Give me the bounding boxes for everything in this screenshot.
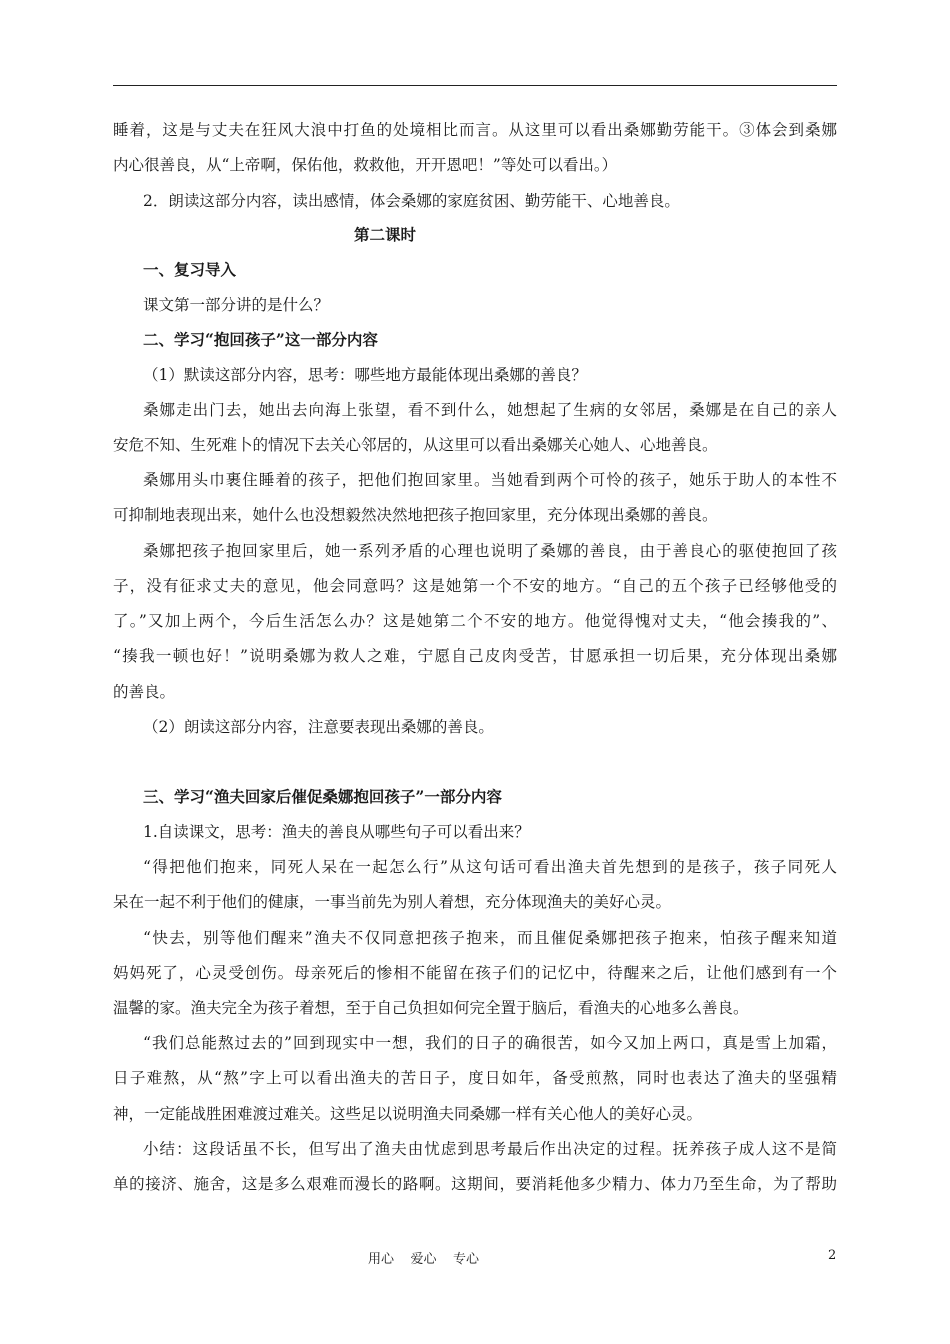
paragraph-line: 桑娜把孩子抱回家里后，她一系列矛盾的心理也说明了桑娜的善良，由于善良心的驱使抱回了孩 — [143, 542, 837, 560]
footer-motto: 用心 爱心 专心 — [368, 1252, 480, 1267]
paragraph-line: “我们总能熬过去的”回到现实中一想，我们的日子的确很苦，如今又加上两口，真是雪上加霜， — [143, 1034, 837, 1052]
paragraph-line: 妈妈死了，心灵受创伤。母亲死后的惨相不能留在孩子们的记忆中，待醒来之后，让他们感到有一个 — [113, 964, 837, 982]
paragraph-line: 桑娜用头巾裹住睡着的孩子，把他们抱回家里。当她看到两个可怜的孩子，她乐于助人的本性不 — [143, 471, 837, 489]
paragraph-line: 内心很善良，从“上帝啊，保佑他，救救他，开开恩吧！”等处可以看出。） — [113, 156, 618, 174]
page-number: 2 — [828, 1248, 837, 1263]
paragraph-line: 安危不知、生死难卜的情况下去关心邻居的，从这里可以看出桑娜关心她人、心地善良。 — [113, 436, 718, 454]
section-heading: 二、学习“抱回孩子”这一部分内容 — [143, 330, 378, 349]
paragraph-line: “揍我一顿也好！”说明桑娜为救人之难，宁愿自己皮肉受苦，甘愿承担一切后果，充分体现出桑娜 — [113, 647, 837, 665]
paragraph-line: 神，一定能战胜困难渡过难关。这些足以说明渔夫同桑娜一样有关心他人的美好心灵。 — [113, 1105, 703, 1123]
numbered-item: 2．朗读这部分内容，读出感情，体会桑娜的家庭贫困、勤劳能干、心地善良。 — [143, 192, 680, 210]
paragraph-line: 的善良。 — [113, 683, 176, 701]
section-heading: 一、复习导入 — [143, 260, 237, 279]
paragraph-line: 桑娜走出门去，她出去向海上张望，看不到什么，她想起了生病的女邻居，桑娜是在自己的亲人 — [143, 401, 837, 419]
lesson-title: 第二课时 — [354, 225, 417, 244]
numbered-item: （2）朗读这部分内容，注意要表现出桑娜的善良。 — [143, 718, 494, 736]
paragraph-line: 课文第一部分讲的是什么？ — [143, 296, 330, 314]
paragraph-line: 睡着，这是与丈夫在狂风大浪中打鱼的处境相比而言。从这里可以看出桑娜勤劳能干。③体会到桑娜 — [113, 121, 837, 139]
numbered-item: 1.自读课文，思考：渔夫的善良从哪些句子可以看出来？ — [143, 823, 530, 841]
paragraph-line: “快去，别等他们醒来”渔夫不仅同意把孩子抱来，而且催促桑娜把孩子抱来，怕孩子醒来知道 — [143, 929, 837, 947]
paragraph-line: 可抑制地表现出来，她什么也没想毅然决然地把孩子抱回家里，充分体现出桑娜的善良。 — [113, 506, 718, 524]
paragraph-line: “得把他们抱来，同死人呆在一起怎么行”从这句话可看出渔夫首先想到的是孩子，孩子同死人 — [143, 858, 837, 876]
header-rule — [113, 85, 837, 86]
section-heading: 三、学习“渔夫回家后催促桑娜抱回孩子”一部分内容 — [143, 787, 502, 806]
paragraph-line: 温馨的家。渔夫完全为孩子着想，至于自己负担如何完全置于脑后，看渔夫的心地多么善良。 — [113, 999, 749, 1017]
paragraph-line: 了。”又加上两个，今后生活怎么办？这是她第二个不安的地方。他觉得愧对丈夫，“他会揍我的”、 — [113, 612, 837, 630]
paragraph-line: 小结：这段话虽不长，但写出了渔夫由忧虑到思考最后作出决定的过程。抚养孩子成人这不是简 — [143, 1140, 837, 1158]
paragraph-line: 子，没有征求丈夫的意见，他会同意吗？这是她第一个不安的地方。“自己的五个孩子已经够他受的 — [113, 577, 837, 595]
paragraph-line: 单的接济、施舍，这是多么艰难而漫长的路啊。这期间，要消耗他多少精力、体力乃至生命，为了帮助 — [113, 1175, 837, 1193]
paragraph-line: 呆在一起不利于他们的健康，一事当前先为别人着想，充分体现渔夫的美好心灵。 — [113, 893, 672, 911]
paragraph-line: 日子难熬，从“熬”字上可以看出渔夫的苦日子，度日如年，备受煎熬，同时也表达了渔夫的坚强精 — [113, 1069, 837, 1087]
numbered-item: （1）默读这部分内容，思考：哪些地方最能体现出桑娜的善良？ — [143, 366, 587, 384]
